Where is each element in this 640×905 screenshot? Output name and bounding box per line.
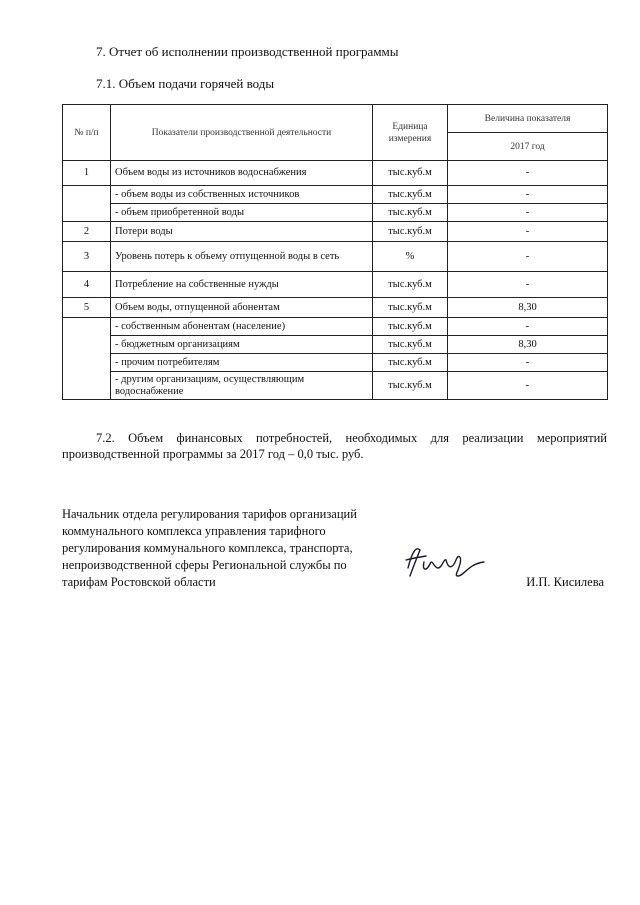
signer-position-line: непроизводственной сферы Региональной службы по — [62, 558, 347, 572]
row-value: - — [448, 222, 608, 242]
row-unit: тыс.куб.м — [373, 298, 448, 318]
row-num: 2 — [63, 222, 111, 242]
signer-name: И.П. Кисилева — [526, 575, 604, 589]
row-unit: тыс.куб.м — [373, 336, 448, 354]
row-value: 8,30 — [448, 298, 608, 318]
row-value: - — [448, 318, 608, 336]
row-value: - — [448, 161, 608, 186]
row-value: - — [448, 354, 608, 372]
row-num: 4 — [63, 272, 111, 298]
table-row — [63, 336, 608, 354]
row-value: - — [448, 186, 608, 204]
water-supply-table — [62, 104, 608, 400]
row-name: - объем приобретенной воды — [111, 204, 373, 222]
table-row — [63, 354, 608, 372]
row-name: - бюджетным организациям — [111, 336, 373, 354]
signer-position — [62, 506, 392, 591]
row-unit: тыс.куб.м — [373, 204, 448, 222]
row-name: Потери воды — [111, 222, 373, 242]
row-unit: тыс.куб.м — [373, 354, 448, 372]
row-value: - — [448, 204, 608, 222]
table-header-row — [63, 105, 608, 133]
header-value-group: Величина показателя — [448, 105, 608, 133]
row-num: 5 — [63, 298, 111, 318]
signer-position-line: тарифам Ростовской области — [62, 575, 216, 589]
handwritten-signature — [398, 538, 488, 584]
table-row — [63, 242, 608, 272]
header-indicator: Показатели производственной деятельности — [111, 105, 373, 161]
header-num: № п/п — [63, 105, 111, 161]
signer-position-line: коммунального комплекса управления тарифного — [62, 524, 326, 538]
row-unit: тыс.куб.м — [373, 186, 448, 204]
row-value: - — [448, 272, 608, 298]
table-row — [63, 372, 608, 400]
row-name: - прочим потребителям — [111, 354, 373, 372]
row-name: Уровень потерь к объему отпущенной воды в сеть — [111, 242, 373, 272]
table-row — [63, 318, 608, 336]
row-num-empty — [63, 186, 111, 222]
row-value: - — [448, 242, 608, 272]
row-name: Объем воды, отпущенной абонентам — [111, 298, 373, 318]
row-unit: тыс.куб.м — [373, 318, 448, 336]
subsection-title: 7.1. Объем подачи горячей воды — [96, 76, 275, 91]
section-title: 7. Отчет об исполнении производственной программы — [96, 44, 399, 59]
row-num-empty — [63, 318, 111, 400]
row-name: Объем воды из источников водоснабжения — [111, 161, 373, 186]
row-num: 1 — [63, 161, 111, 186]
table-row — [63, 186, 608, 204]
row-unit: тыс.куб.м — [373, 222, 448, 242]
signer-position-line: Начальник отдела регулирования тарифов организаций — [62, 507, 357, 521]
signer-position-line: регулирования коммунального комплекса, транспорта, — [62, 541, 353, 555]
header-year: 2017 год — [448, 133, 608, 161]
table-row — [63, 222, 608, 242]
finance-paragraph: 7.2. Объем финансовых потребностей, необходимых для реализации мероприятий производственной программы за 2017 год – 0,0 тыс. руб. — [62, 431, 607, 461]
header-unit: Единица измерения — [373, 105, 448, 161]
row-unit: тыс.куб.м — [373, 161, 448, 186]
row-unit: тыс.куб.м — [373, 372, 448, 400]
row-name: Потребление на собственные нужды — [111, 272, 373, 298]
row-name: - другим организациям, осуществляющим водоснабжение — [111, 372, 373, 400]
row-unit: % — [373, 242, 448, 272]
table-row — [63, 161, 608, 186]
row-num: 3 — [63, 242, 111, 272]
table-row — [63, 298, 608, 318]
row-value: - — [448, 372, 608, 400]
row-name: - объем воды из собственных источников — [111, 186, 373, 204]
table-row — [63, 204, 608, 222]
row-name: - собственным абонентам (население) — [111, 318, 373, 336]
table-row — [63, 272, 608, 298]
row-unit: тыс.куб.м — [373, 272, 448, 298]
row-value: 8,30 — [448, 336, 608, 354]
